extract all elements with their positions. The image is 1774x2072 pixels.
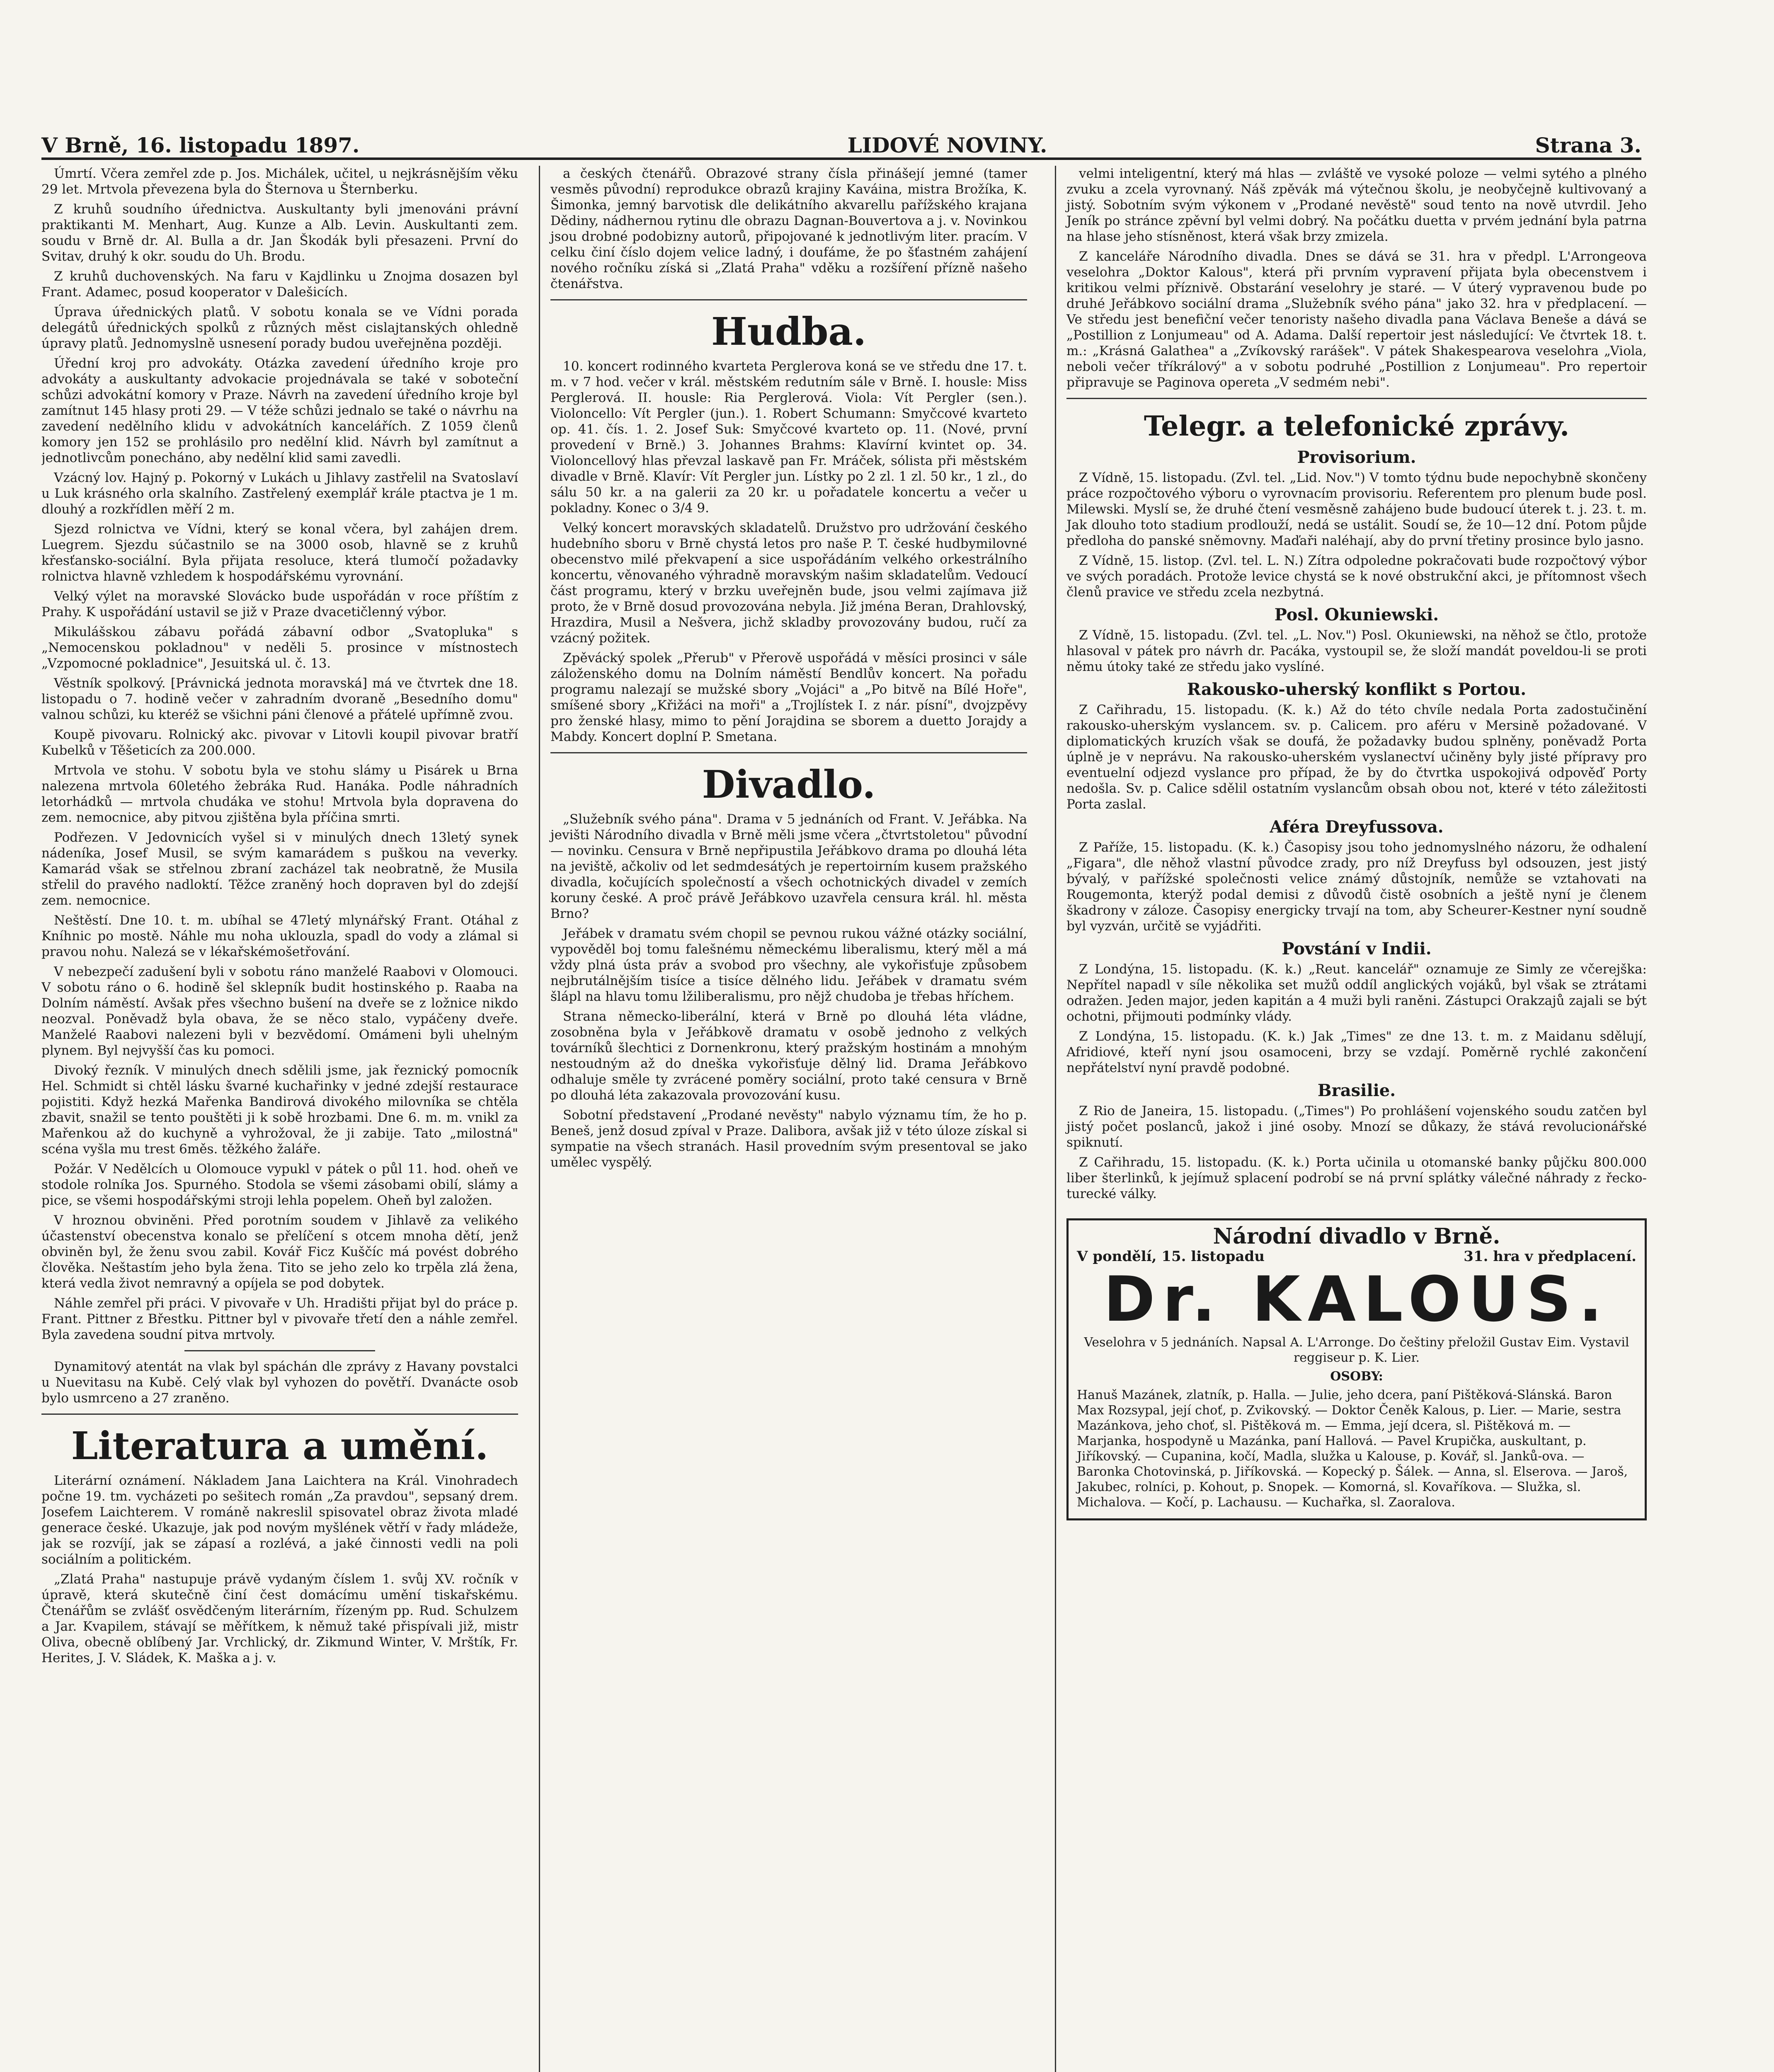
article-text: Úprava úřednických platů. V sobotu konala se ve Vídni porada delegátů úřednických spolků z různých měst cislajtanských ohledně úpravy platů. Jednomyslně usnesení porady budou uveřejněna později.	[41, 305, 518, 351]
article-text: Věstník spolkový. [Právnická jednota moravská] má ve čtvrtek dne 18. listopadu o 7. hodině večer v zahradním dvoraně „Besedního domu" valnou schůzi, ku kteréž se všichni páni členové a přátelé upřímně zvou.	[41, 676, 518, 722]
subheading: Povstání v Indii.	[1282, 939, 1432, 959]
article-text: Z Londýna, 15. listopadu. (K. k.) Jak „Times" ze dne 13. t. m. z Maidanu sdělují, Afridiové, kteří nyní jsou osamoceni, brzy se vzdají. Poměrně rychlé zakončení nepřátelství nyní pravdě podobné.	[1066, 1029, 1647, 1075]
divider	[41, 1414, 518, 1415]
page-number: Strana 3.	[1535, 133, 1641, 157]
article-text: Podřezen. V Jedovnicích vyšel si v minulých dnech 13letý synek nádeníka, Josef Musil, se svým kamarádem s puškou na veverky. Kamarád však se střelnou zbraní zacházel tak neobratně, že Musila střelil do pravého nadloktí. Těžce zraněný hoch dopraven byl do zdejší zem. nemocnice.	[41, 830, 518, 908]
ad-play-title: Dr. KALOUS.	[1103, 1264, 1610, 1336]
article-text: V nebezpečí zadušení byli v sobotu ráno manželé Raabovi v Olomouci. V sobotu ráno o 6. hodině šel sklepník budit hostinského p. Raaba na Dolním náměstí. Avšak přes všechno bušení na dveře se z ložnice nikdo neozval. Poněvadž byla obava, že se něco stalo, vypáčeny dveře. Manželé Raabovi nalezeni byli v bezvědomí. Omámeni byli uhelným plynem. Byl nejvyšší čas ku pomoci.	[41, 964, 518, 1058]
article-text: Úmrtí. Včera zemřel zde p. Jos. Michálek, učitel, u nejkrásnějším věku 29 let. Mrtvola převezena byla do Šternova u Šternberku.	[41, 166, 518, 197]
section-heading-telegrams: Telegr. a telefonické zprávy.	[1144, 410, 1570, 442]
section-heading-literatura: Literatura a umění.	[71, 1423, 489, 1468]
subheading: Aféra Dreyfussova.	[1270, 817, 1444, 837]
article-text: Z Londýna, 15. listopadu. (K. k.) „Reut. kancelář" oznamuje ze Simly ze včerejška: Nepřítel napadl v síle několika set mužů oddíl anglických vojáků, byl však se ztrátami odražen. Jeden major, jeden kapitán a 4 muži byli raněni. Zástupci Orakzajů zajali se být ochotni, přijmouti podmínky vlády.	[1066, 962, 1647, 1024]
ad-cast-title: OSOBY:	[1330, 1369, 1383, 1384]
article-text: Velký koncert moravských skladatelů. Družstvo pro udržování českého hudebního sboru v Brně chystá letos pro naše P. T. české hudbymilovné obecenstvo milé překvapení a sice uspořádáním velkého orkestrálního koncertu, věnovaného výhradně moravským našim skladatelům. Vedoucí část programu, který v brzku uveřejněn bude, jsou velmi zajímava již proto, že v Brně dosud provozována nebyla. Již jména Beran, Drahlovský, Hrazdira, Musil a Nešvera, jichž skladby provozovány budou, ručí za vzácný požitek.	[550, 520, 1027, 646]
article-text: Z kruhů soudního úřednictva. Auskultanty byli jmenováni právní praktikanti M. Menhart, Aug. Kunze a Alb. Levin. Auskultanti zem. soudu v Brně dr. Al. Bulla a dr. Jan Škodák byli přesazeni. První do Svitav, druhý k okr. soudu do Uh. Brodu.	[41, 202, 518, 264]
article-text: Jeřábek v dramatu svém chopil se pevnou rukou vážné otázky sociální, vypověděl boj tomu falešnému německému liberalismu, který měl a má vždy plná ústa práv a svobod pro všechny, ale vykořisťuje způsobem nejbrutálnějším tisíce a tisíce dělného lidu. Jeřábek v dramatu svém šlápl na hlavu tomu lžiliberalismu, pro nějž chudoba je třebas hříchem.	[550, 926, 1027, 1004]
ad-subscription: 31. hra v předplacení.	[1464, 1248, 1636, 1265]
article-text: Vzácný lov. Hajný p. Pokorný v Lukách u Jihlavy zastřelil na Svatoslaví u Luk krásného orla skalního. Zastřelený exemplář krále ptactva je 1 m. dlouhý a rozkřídlen měří 2 m.	[41, 470, 518, 517]
subheading: Rakousko-uherský konflikt s Portou.	[1187, 680, 1527, 699]
article-text: Koupě pivovaru. Rolnický akc. pivovar v Litovli koupil pivovar bratří Kubelků v Těšeticích za 200.000.	[41, 727, 518, 758]
article-text: Zpěvácký spolek „Přerub" v Přerově uspořádá v měsíci prosinci v sále záloženského domu na Dolním náměstí Bendlův koncert. Na pořadu programu nalezají se mužské sbory „Vojáci" a „Po bitvě na Bílé Hoře", smíšené sbory „Křižáci na moři" a „Trojlístek I. z nár. písní", dvojzpěvy pro ženské hlasy, mimo to pění Jorajdina se sborem a duetto Jorajdy a Mabdy. Koncert doplní P. Smetana.	[550, 651, 1027, 744]
divider	[550, 299, 1027, 300]
article-text: Z Paříže, 15. listopadu. (K. k.) Časopisy jsou toho jednomyslného názoru, že odhalení „Figara", dle něhož vlastní původce zrady, pro níž Dreyfuss byl odsouzen, jest jistý bývalý, v pařížské společnosti velice známý důstojník, nemůže se vztahovati na Rougemonta, kterýž podal demisi z důvodů čistě osobních a ještě nyní je členem škadrony v záloze. Časopisy energicky trvají na tom, aby Scheurer-Kestner nyní soudně byl vyzván, určitě se vyjádřiti.	[1066, 840, 1647, 934]
page-header	[41, 124, 1641, 160]
subheading: Posl. Okuniewski.	[1274, 605, 1439, 625]
divider	[550, 752, 1027, 753]
article-text: Z Vídně, 15. listopadu. (Zvl. tel. „L. Nov.") Posl. Okuniewski, na něhož se čtlo, protože hlasoval v pátek pro návrh dr. Pacáka, vystoupil se, že složí mandát poveldou-li se proti němu útoky také ze středu jako vyslíné.	[1066, 628, 1647, 674]
article-text: Z Vídně, 15. listopadu. (Zvl. tel. „Lid. Nov.") V tomto týdnu bude nepochybně skončeny práce rozpočtového výboru o vyrovnacím provisoriu. Referentem pro plenum bude posl. Milewski. Myslí se, že druhé čtení vesměsně zahájeno bude budoucí úterek t. j. 23. t. m. Jak dlouho toto stadium prodlouží, nedá se ustálit. Soudí se, že 10—12 dní. Potom půjde předloha do panské sněmovny. Maďaři naléhají, aby do první třetiny prosince bylo jasno.	[1066, 470, 1647, 548]
article-text: V hroznou obviněni. Před porotním soudem v Jihlavě za velikého účastenství obecenstva konalo se přelíčení s otcem mnoha dětí, jenž obviněn byl, že ženu svou zabil. Kovář Ficz Kuščíc má povést dobrého člověka. Neštastím jeho byla žena. Tito se jeho zelo ko trpěla zlá žena, která vedla život nemravný a opíjela se pod dobytek.	[41, 1213, 518, 1291]
article-text: Z Cařihradu, 15. listopadu. (K. k.) Až do této chvíle nedala Porta zadostučinění rakousko-uherským vyslancem. sv. p. Calicem. pro aféru v Mersině požadované. V diplomatických kruzích však se doufá, že požadavky budou splněny, poněvadž Porta úplně je v neprávu. Na rakousko-uherském vyslanectví učiněny byly jisté přípravy pro eventuelní odjezd vyslance pro případ, že by do čtvrtka uspokojivá odpověď Porty nedošla. Sv. p. Calice sdělil ostatním vyslancům obsah obou not, které v této záležitosti Porta zaslal.	[1066, 702, 1647, 812]
article-text: Literární oznámení. Nákladem Jana Laichtera na Král. Vinohradech počne 19. tm. vycházeti po sešitech román „Za pravdou", sepsaný drem. Josefem Laichterem. V románě nakreslil spisovatel obraz života mladé generace české. Ukazuje, jak pod novým myšlének větří v řady mládeže, jak se rozvíjí, jak se zápasí a rozlévá, a jaké činnosti vedli na poli sociálním a politickém.	[41, 1473, 518, 1567]
article-text: Z Cařihradu, 15. listopadu. (K. k.) Porta učinila u otomanské banky půjčku 800.000 liber šterlinků, k jejímuž splacení podrobí se ná první splátky válečné náhrady z řecko-turecké války.	[1066, 1155, 1647, 1201]
article-text: a českých čtenářů. Obrazové strany čísla přinášejí jemné (tamer vesměs původní) reprodukce obrazů krajiny Kaváina, mistra Brožíka, K. Šimonka, jemný barvotisk dle delikátního akvarellu pařížského krajana Dědiny, nádhernou rytinu dle obrazu Dagnan-Bouvertova a j. v. Novinkou jsou drobné podobizny autorů, připojované k jednotlivým liter. pracím. V celku činí číslo dojem velice ladný, i doufáme, že po šťastném zahájení nového ročníku získá si „Zlatá Praha" vděku a rozšíření přízně našeho čtenářstva.	[550, 166, 1027, 291]
ad-title: Národní divadlo v Brně.	[1213, 1224, 1500, 1249]
subheading: Brasilie.	[1317, 1081, 1396, 1100]
article-text: „Služebník svého pána". Drama v 5 jednáních od Frant. V. Jeřábka. Na jevišti Národního divadla v Brně měli jsme včera „čtvrtstoletou" původní — novinku. Censura v Brně nepřipustila Jeřábkovo drama po dlouhá léta na jeviště, ačkoliv od let sedmdesátých je repertoirním kusem pražského divadla, kočujících společností a všech ochotnických divadel v zemích koruny české. A proč právě Jeřábkovo uzavřela censura král. hl. města Brno?	[550, 812, 1027, 921]
section-heading-divadlo: Divadlo.	[702, 762, 876, 807]
article-text: Neštěstí. Dne 10. t. m. ubíhal se 47letý mlynářský Frant. Otáhal z Kníhnic po mostě. Náhle mu noha uklouzla, spadl do vody a zlámal si pravou nohu. Nalezá se v lékařskémošetřování.	[41, 913, 518, 959]
article-text: Z kruhů duchovenských. Na faru v Kajdlinku u Znojma dosazen byl Frant. Adamec, posud kooperator v Dalešicích.	[41, 269, 518, 300]
ad-description: Veselohra v 5 jednáních. Napsal A. L'Arronge. Do češtiny přeložil Gustav Eim. Vystavil reggiseur p. K. Lier.	[1084, 1335, 1629, 1365]
article-text: velmi inteligentní, který má hlas — zvláště ve vysoké poloze — velmi sytého a plného zvuku a zcela vyrovnaný. Náš zpěvák má výtečnou školu, je neobyčejně kultivovaný a jistý. Sobotním svým výkonem v „Prodané nevěstě" soud tento na nově utvrdil. Jeho Jeník po stránce zpěvní byl velmi dobrý. Na počátku duetta v prvém jednání byla patrna na hlase jeho stísněnost, která však brzy zmizela.	[1066, 166, 1647, 244]
ad-date-row	[1077, 1249, 1636, 1264]
divider	[1066, 398, 1647, 399]
theatre-advertisement	[1066, 1218, 1647, 1520]
article-text: Sobotní představení „Prodané nevěsty" nabylo významu tím, že ho p. Beneš, jenž dosud zpíval v Praze. Dalibora, avšak již v této úloze získal si sympatie na všech stranách. Hasil provedním svým presentoval se jako umělec vyspělý.	[550, 1108, 1027, 1170]
article-text: Z kanceláře Národního divadla. Dnes se dává se 31. hra v předpl. L'Arrongeova veselohra „Doktor Kalous", která při prvním vypravení přijata byla obecenstvem i kritikou velmi příznivě. Obstarání veselohry je staré. — V úterý vypravenou bude po druhé Jeřábkovo sociální drama „Služebník svého pána" jako 32. hra v předplacení. — Ve středu jest benefiční večer tenoristy našeho divadla pana Václava Beneše a dává se „Postillion z Lonjumeau" od A. Adama. Další repertoir jest následující: Ve čtvrtek 18. t. m.: „Krásná Galathea" a „Zvíkovský rarášek". V pátek Shakespearova veselohra „Viola, neboli večer tříkrálový" a v sobotu podruhé „Postillion z Lonjumeau". Pro repertoir připravuje se Paginova opereta „V sedmém nebi".	[1066, 249, 1647, 390]
article-text: Požár. V Nedělcích u Olomouce vypukl v pátek o půl 11. hod. oheň ve stodole rolníka Jos. Spurného. Stodola se všemi zásobami obilí, slámy a pice, se všemi hospodářskými stroji lehla popelem. Oheň byl založen.	[41, 1162, 518, 1208]
article-text: Sjezd rolnictva ve Vídni, který se konal včera, byl zahájen drem. Luegrem. Sjezdu súčastnilo se na 3000 osob, hlavně se z kruhů křesťansko-sociální. Byla přijata resoluce, která tlumočí požadavky rolnictva hlavně vzhledem k hospodářskému vyrovnání.	[41, 522, 518, 584]
article-text: Dynamitový atentát na vlak byl spáchán dle zprávy z Havany povstalci u Nuevitasu na Kubě. Celý vlak byl vyhozen do povětří. Dvanácte osob bylo usmrceno a 27 zraněno.	[41, 1359, 518, 1406]
divider	[184, 1350, 375, 1351]
article-text: Úřední kroj pro advokáty. Otázka zavedení úředního kroje pro advokáty a auskultanty advokacie projednávala se také v soboteční schůzi advokátní komory v Praze. Návrh na zavedení úředního kroje byl zamítnut 145 hlasy proti 29. — V téže schůzi jednalo se také o návrhu na zavedení nedělního klidu v advokátních kancelářích. Z 1059 členů komory jen 152 se prohlásilo pro nedělní klid. Návrh byl zamítnut a jednotlivcům ponecháno, aby nedělní klid sami zavedli.	[41, 356, 518, 465]
article-text: Strana německo-liberální, která v Brně po dlouhá léta vládne, zosobněna byla v Jeřábkově dramatu v osobě jednoho z velkých továrníků šlechtici z Dornenkronu, který pražským hostinám a mnohým nestoudným až do dneška vykořisťuje dělný lid. Drama Jeřábkovo odhaluje směle ty zvrácené poměry sociální, proto také censura v Brně po dlouhá léta zakazovala provozování kusu.	[550, 1009, 1027, 1103]
article-text: Velký výlet na moravské Slovácko bude uspořádán v roce příštím z Prahy. K uspořádání ustavil se již v Praze dvacetičlenný výbor.	[41, 589, 518, 620]
ad-cast-list: Hanuš Mazánek, zlatník, p. Halla. — Julie, jeho dcera, paní Pištěková-Slánská. Baron Max Rozsypal, její choť, p. Zvikovský. — Doktor Čeněk Kalous, p. Lier. — Marie, sestra Mazánkova, jeho choť, sl. Pištěková m. — Emma, její dcera, sl. Pištěková m. — Marjanka, hospodyně u Mazánka, paní Hallová. — Pavel Krupička, auskultant, p. Jiříkovský. — Cupanina, kočí, Madla, služka u Kalouse, p. Kovář, sl. Janků-ova. — Baronka Chotovinská, p. Jiříkovská. — Kopecký p. Šálek. — Anna, sl. Elserova. — Jaroš, Jakubec, rolníci, p. Kohout, p. Snopek. — Komorná, sl. Kovaříkova. — Služka, sl. Michalova. — Kočí, p. Lachausu. — Kuchařka, sl. Zaoralova.	[1077, 1388, 1628, 1510]
subheading: Provisorium.	[1297, 448, 1416, 467]
article-text: 10. koncert rodinného kvarteta Perglerova koná se ve středu dne 17. t. m. v 7 hod. večer v král. městském redutním sále v Brně. I. housle: Miss Perglerová. II. housle: Ria Perglerová. Viola: Vít Pergler (sen.). Violoncello: Vít Pergler (jun.). 1. Robert Schumann: Smyčcové kvarteto op. 41. čís. 1. 2. Josef Suk: Smyčcové kvarteto op. 11. (Nové, první provedení v Brně.) 3. Johannes Brahms: Klavírní kvintet op. 34. Violoncellový hlas převzal laskavě pan Fr. Mráček, sólista při městském divadle v Brně. Klavír: Vít Pergler jun. Lístky po 2 zl. 1 zl. 50 kr., 1 zl., do sálu 50 kr. a na galerii za 20 kr. u pořadatele koncertu a večer u pokladny. Konec o 3/4 9.	[550, 359, 1027, 516]
article-text: „Zlatá Praha" nastupuje právě vydaným číslem 1. svůj XV. ročník v úpravě, která skutečně činí čest domácímu umění tiskařskému. Čtenářům se zvlášť osvědčeným literárním, řízeným pp. Rud. Schulzem a Jar. Kvapilem, stávají se měřítkem, k němuž také přispívali již, mistr Oliva, obecně oblíbený Jar. Vrchlický, dr. Zikmund Winter, V. Mrštík, Fr. Herites, J. V. Sládek, K. Maška a j. v.	[41, 1572, 518, 1665]
section-heading-hudba: Hudba.	[711, 309, 867, 354]
column-1	[41, 166, 518, 2072]
article-text: Mikulášskou zábavu pořádá zábavní odbor „Svatopluka" s „Nemocenskou pokladnou" v neděli 5. prosince v místnostech „Vzpomocné pokladnice", Jesuitská ul. č. 13.	[41, 625, 518, 671]
article-text: Divoký řezník. V minulých dnech sdělili jsme, jak řeznický pomocník Hel. Schmidt si chtěl lásku švarné kuchařinky v jedné zdejší restaurace pojistiti. Když hezká Mařenka Bandirová divokého milovníka se chtěla zbavit, snažil se tento pouštěti ji k sobě hrozbami. Dne 6. m. m. vnikl za Mařenkou až do kuchyně a vyhrožoval, že ji zabije. Tato „milostná" scéna vyšla mu trest 6měs. těžkého žaláře.	[41, 1063, 518, 1157]
article-text: Náhle zemřel při práci. V pivovaře v Uh. Hradišti přijat byl do práce p. Frant. Pittner z Břestku. Pittner byl v pivovaře třetí den a náhle zemřel. Byla zavedena soudní pitva mrtvoly.	[41, 1296, 518, 1342]
ad-date: V pondělí, 15. listopadu	[1077, 1248, 1265, 1265]
newspaper-title: LIDOVÉ NOVINY.	[847, 133, 1047, 157]
article-text: Z Vídně, 15. listop. (Zvl. tel. L. N.) Zítra odpoledne pokračovati bude rozpočtový výbor ve svých poradách. Protože levice chystá se k nové obstrukční akci, je přítomnost všech členů pravice ve středu zcela nezbytná.	[1066, 553, 1647, 600]
header-date: V Brně, 16. listopadu 1897.	[41, 133, 360, 157]
article-text: Mrtvola ve stohu. V sobotu byla ve stohu slámy u Pisárek u Brna nalezena mrtvola 60letého žebráka Rud. Hanáka. Podle náhradních letorhádků — mrtvola chudáka ve stohu! Mrtvola byla dopravena do zem. nemocnice, aby pitvou zjištěna byla příčina smrti.	[41, 763, 518, 825]
column-3	[1055, 166, 1647, 2072]
article-text: Z Rio de Janeira, 15. listopadu. („Times") Po prohlášení vojenského soudu zatčen byl jistý počet poslanců, jakož i jiné osoby. Mnozí se důkazy, že stává revolucionářské spiknutí.	[1066, 1104, 1647, 1150]
column-2	[539, 166, 1027, 2072]
